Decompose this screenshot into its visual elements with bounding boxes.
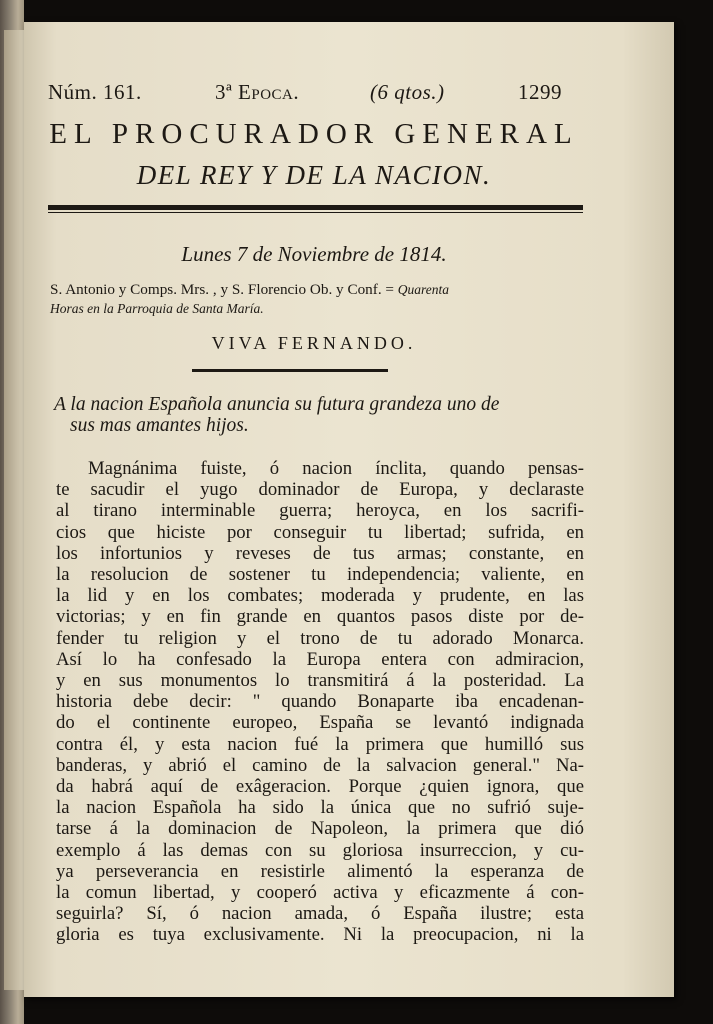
body-line: victorias; y en fin grande en quantos pasos diste por de- — [56, 606, 584, 628]
newspaper-page — [24, 22, 674, 997]
issue-number: Núm. 161. — [48, 80, 142, 104]
saints-line2: Horas en la Parroquia de Santa María. — [50, 301, 264, 316]
body-line: historia debe decir: " quando Bonaparte iba encadenan- — [56, 691, 584, 713]
body-line: banderas, y abrió el camino de la salvacion general." Na- — [56, 754, 584, 776]
article-body — [56, 458, 584, 946]
body-line: la lid y en los combates; moderada y prudente, en las — [56, 585, 584, 607]
body-line: y en sus monumentos lo transmitirá á la posteridad. La — [56, 670, 584, 692]
headline-line: A la nacion Española anuncia su futura grandeza uno de — [54, 394, 500, 415]
article-headline — [54, 394, 584, 436]
issue-epoch: 3ª Epoca. — [215, 80, 300, 104]
page-number: 1299 — [518, 80, 562, 104]
body-line: cios que hiciste por conseguir tu libertad; sufrida, en — [56, 521, 584, 543]
body-line: te sacudir el yugo dominador de Europa, y declaraste — [56, 479, 584, 501]
body-line: los infortunios y reveses de tus armas; constante, en — [56, 542, 584, 564]
body-line: Magnánima fuiste, ó nacion ínclita, quando pensas- — [88, 458, 584, 479]
body-line: do el continente europeo, España se levantó indignada — [56, 712, 584, 734]
section-rule — [192, 369, 388, 372]
body-line: la resolucion de sostener tu independencia; valiente, en — [56, 564, 584, 586]
saints-of-the-day — [50, 280, 590, 318]
masthead-title: EL PROCURADOR GENERAL — [49, 118, 579, 150]
body-line: fender tu religion y el trono de tu adorado Monarca. — [56, 627, 584, 649]
masthead-subtitle: DEL REY Y DE LA NACION. — [136, 160, 492, 190]
body-line: tarse á la dominacion de Napoleon, la primera que dió — [56, 818, 584, 840]
body-line: exemplo á las demas con su gloriosa insurreccion, y cu- — [56, 839, 584, 861]
date-line: Lunes 7 de Noviembre de 1814. — [181, 242, 447, 266]
body-line: la comun libertad, y cooperó activa y eficazmente á con- — [56, 882, 584, 904]
motto: VIVA FERNANDO. — [211, 333, 417, 353]
saints-line1-italic: Quarenta — [397, 282, 450, 297]
masthead-rule-thick — [48, 205, 583, 210]
body-line: seguirla? Sí, ó nacion amada, ó España ilustre; esta — [56, 903, 584, 925]
issue-size: (6 qtos.) — [370, 80, 445, 104]
body-line: la nacion Española ha sido la única que no sufrió suje- — [56, 797, 584, 819]
body-line: ya perseverancia en resistirle alimentó la esperanza de — [56, 860, 584, 882]
body-line: al tirano interminable guerra; heroyca, en los sacrifi- — [56, 500, 584, 522]
body-line: da habrá aquí de exâgeracion. Porque ¿quien ignora, que — [56, 776, 584, 798]
headline-line: sus mas amantes hijos. — [70, 415, 249, 436]
body-line: Así lo ha confesado la Europa entera con admiracion, — [56, 648, 584, 670]
issue-header — [48, 80, 588, 106]
body-line: gloria es tuya exclusivamente. Ni la preocupacion, ni la — [56, 924, 584, 946]
body-line: contra él, y esta nacion fué la primera que humilló sus — [56, 733, 584, 755]
saints-line1: S. Antonio y Comps. Mrs. , y S. Florencio Ob. y Conf. = — [50, 281, 398, 298]
masthead-rule-thin — [48, 212, 583, 213]
facing-page-edge — [4, 30, 25, 990]
